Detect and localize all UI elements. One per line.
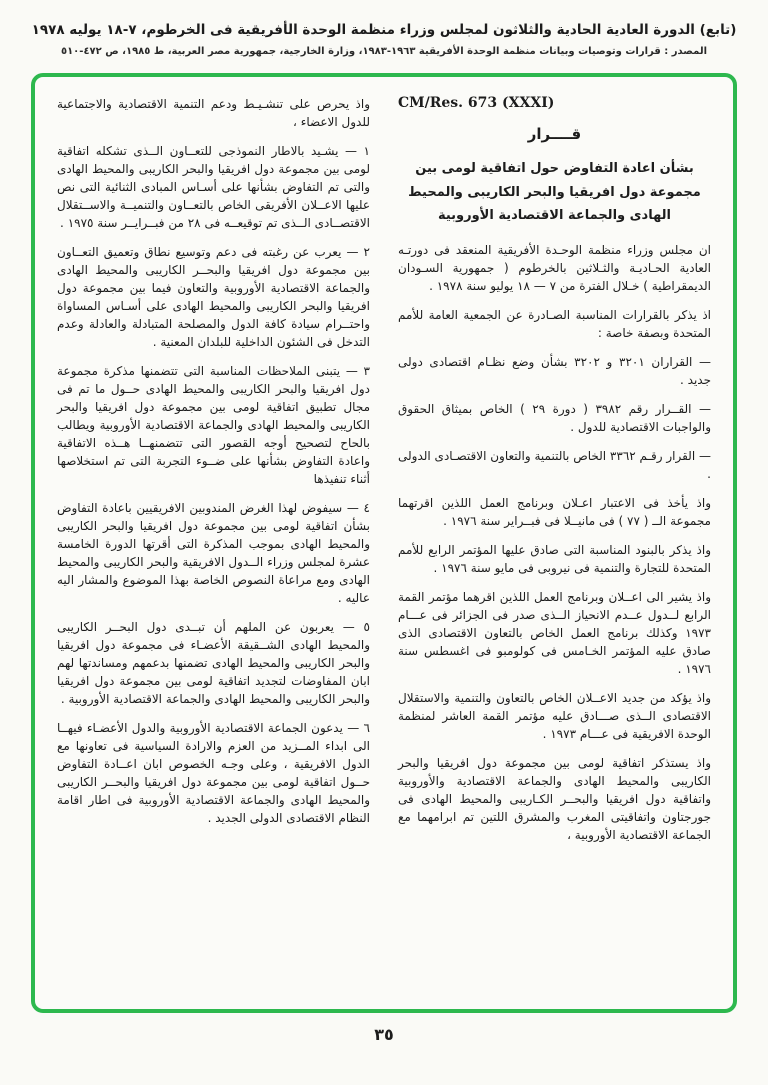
preamble-paragraph: ان مجلس وزراء منظمة الوحـدة الأفريقية المنعقد فى دورتـه العادية الحـاديـة والثـلاثين بالخرطوم ( جمهورية السـودان الديمقراطية ) خـلال الفترة من ٧ — ١٨ يوليو سنة ١٩٧٨ . [398, 243, 711, 294]
recital-paragraph: واذ يشير الى اعــلان وبرنامج العمل اللذين اقرهما مؤتمر القمة الرابع لــدول عــدم الانحياز الــذى صدر فى الجزائر فى عـــام ١٩٧٣ وكذلك برنامج العمل الخاص بالتعاون الاقتصادى الذى صادق عليه المؤتمر الخـامس فى كولومبو فى اغسطس سنة ١٩٧٦ . [398, 590, 711, 677]
operative-paragraph-2: ٢ — يعرب عن رغبته فى دعم وتوسيع نطاق وتعميق التعــاون بين مجموعة دول افريقيا والبحــر الكاريبى والمحيط الهادى والجماعة الاقتصادية الأوروبية والتعاون فيما بين مجموعة دول افريقيا والبحر الكاريبى والمحيط الهادى على أسـاس المساواة واحتــرام سيادة كافة الدول والمصلحة المتبادلة والعادلة وعدم التدخل فى الشئون الداخلية للبلدان المعنية . [57, 245, 370, 350]
recital-paragraph: واذ يأخذ فى الاعتبار اعـلان وبرنامج العمل اللذين اقرتهما مجموعة الــ ( ٧٧ ) فى مانيــلا فى فبــراير سنة ١٩٧٦ . [398, 496, 711, 529]
resolution-title: قــــرار [527, 125, 582, 144]
operative-paragraph-5: ٥ — يعربون عن الملهم أن تبــدى دول البحــر الكاريبى والمحيط الهادى الشــقيقة الأعضـاء فى مجموعة دول افريقيا والبحر الكاريبى والمحيط الهادى تضمنها بدعمهم ومساندتها لهم ابان المفاوضات لتجديد اتفاقية لومى بين مجموعة دول افريقيا والبحر الكاريبى والمحيط الهادى والجماعة الاقتصادية الأوروبية . [57, 620, 370, 707]
resolution-subject: بشأن اعادة التفاوض حول اتفاقية لومى بين مجموعة دول افريقيا والبحر الكاريبى والمحيط الهادى والجماعة الاقتصادية الأوروبية [408, 161, 701, 224]
operative-paragraph-1: ١ — يشـيد بالاطار النموذجى للتعــاون الــذى تشكله اتفاقية لومى بين مجموعة دول افريقيا والبحر الكاريبى والمحيط الهادى والتى تم التفاوض بشأنها على أسـاس المبادى الثنائية التى نص عليها الاعــلان الأفريقى الخاص بالتعــاون والتنميــة والاســتقلال الاقتصــادى الــذى تم توقيعــه فى ٢٨ من فبــرايــر سنة ١٩٧٥ . [57, 144, 370, 231]
resolution-list-item: — القــرار رقم ٣٩٨٢ ( دورة ٢٩ ) الخاص بميثاق الحقوق والواجبات الاقتصادية للدول . [398, 402, 711, 435]
recital-paragraph: واذ يستذكر اتفاقية لومى بين مجموعة دول افريقيا والبحر الكاريبى والمحيط الهادى والجماعة الاقتصادية والأوروبية واتفاقية دول افريقيا والبحــر الكـاريبى والمحيط الهادى فى جورجتاون واتفاقيتى المغرب والمشرق اللتين تم ابرامهما مع الجماعة الاقتصادية الأوروبية ، [398, 756, 711, 843]
resolution-list-item: — القراران ٣٢٠١ و ٣٢٠٢ بشأن وضع نظـام اقتصادى دولى جديد . [398, 355, 712, 388]
operative-paragraph-6: ٦ — يدعون الجماعة الاقتصادية الأوروبية والدول الأعضـاء فيهــا الى ابداء المــزيد من العزم والارادة السياسية فى تعاونها مع الدول الافريقية ، وعلى وجـه الخصوص ابان اعــادة التفاوض حــول اتفاقية لومى بين مجموعة دول افريقيا والبحــر الكاريبى والمحيط الهادى والجماعة الاقتصادية الأوروبية فى اطار اقامة النظام الاقتصادى الدولى الجديد . [57, 721, 370, 826]
document-green-frame [31, 73, 737, 1013]
resolution-list-item: — القرار رقـم ٣٣٦٢ الخاص بالتنمية والتعاون الاقتصـادى الدولى . [398, 449, 711, 482]
header-source-note: المصدر : قرارات وتوصيات وبيانات منظمة الوحدة الأفريقية ١٩٦٣-١٩٨٣، وزارة الخارجية، جمهورية مصر العربية، ط ١٩٨٥، ص ٤٧٢-٥١٠ [60, 46, 708, 58]
resolution-reference: CM/Res. 673 (XXXI) [398, 95, 555, 112]
two-column-layout [57, 95, 711, 844]
column-right [398, 95, 711, 844]
page-number: ٣٥ [374, 1025, 394, 1045]
operative-paragraph-4: ٤ — سيفوض لهذا الغرض المندوبين الافريقيين باعادة التفاوض بشأن اتفاقية لومى بين مجموعة دول افريقيا والبحر الكاريبى والمحيط الهادى بموجب المذكرة التى أقرتها الدورة الخامسة عشرة لمجلس وزراء الــدول الافريقية والبحر الكاريبى والمحيط الهادى ومع مراعاة النصوص الخاصة بهذا الموضوع والمشار اليه عاليه . [57, 501, 370, 606]
recital-paragraph: واذ يؤكد من جديد الاعــلان الخاص بالتعاون والتنمية والاستقلال الاقتصادى الــذى صـــادق عليه مؤتمر القمة العاشر لمنظمة الوحدة الافريقية فى عـــام ١٩٧٣ . [398, 691, 711, 742]
recital-paragraph: اذ يذكر بالقرارات المناسبة الصـادرة عن الجمعية العامة للأمم المتحدة وبصفة خاصة : [398, 308, 711, 341]
recital-paragraph: واذ يذكر بالبنود المناسبة التى صادق عليها المؤتمر الرابع للأمم المتحدة للتجارة والتنمية فى نيروبى فى مايو سنة ١٩٧٦ . [398, 543, 711, 576]
recital-paragraph: واذ يحرص على تنشـيـط ودعم التنمية الاقتصادية والاجتماعية للدول الاعضاء ، [57, 97, 370, 130]
column-left [57, 95, 370, 844]
header-session-title: (تابع) الدورة العادية الحادية والثلاثون لمجلس وزراء منظمة الوحدة الأفريقية فى الخرطوم، ٧-١٨ يوليه ١٩٧٨ [31, 22, 737, 38]
operative-paragraph-3: ٣ — يتبنى الملاحظات المناسبة التى تتضمنها مذكرة مجموعة دول افريقيا والبحر الكاريبى والمحيط الهادى حــول ما تم فى مجال تطبيق اتفاقية لومى بين مجموعة دول افريقيا والبحر الكاريبى والمحيط الهادى والجماعة الاقتصادية الأوروبية ويطالب بالحاح لتصحيح أوجه القصور التى تتضمنهــا هــذه الاتفاقية واعادة التفاوض بشأنها على ضــوء التجربة التى تم استخلاصها أثناء تنفيذها [57, 364, 370, 487]
page-header [0, 20, 768, 59]
